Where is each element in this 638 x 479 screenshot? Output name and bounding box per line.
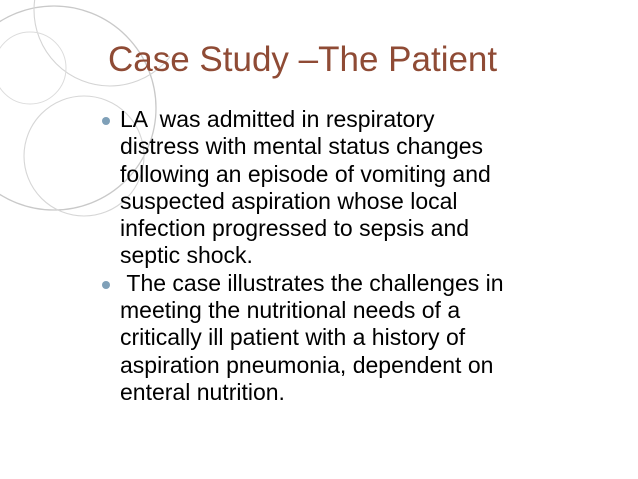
bullet-line: suspected aspiration whose local	[120, 187, 458, 214]
bullet-icon	[102, 281, 110, 289]
bullet-list	[102, 106, 622, 406]
bullet-line: The case illustrates the challenges in	[120, 269, 504, 296]
decorative-circle-small	[0, 32, 66, 104]
bullet-line: enteral nutrition.	[120, 378, 285, 405]
bullet-line: infection progressed to sepsis and	[120, 215, 470, 242]
bullet-item	[102, 270, 622, 406]
bullet-line: distress with mental status changes	[120, 133, 484, 160]
bullet-line: following an episode of vomiting and	[120, 160, 491, 187]
bullet-line: critically ill patient with a history of	[120, 324, 466, 351]
bullet-line: septic shock.	[120, 242, 253, 269]
bullet-icon	[102, 117, 110, 125]
bullet-line: meeting the nutritional needs of a	[120, 297, 461, 324]
slide-title: Case Study –The Patient	[108, 40, 498, 79]
bullet-item	[102, 106, 622, 270]
bullet-line: LA was admitted in respiratory	[120, 106, 435, 132]
bullet-line: aspiration pneumonia, dependent on	[120, 351, 494, 378]
